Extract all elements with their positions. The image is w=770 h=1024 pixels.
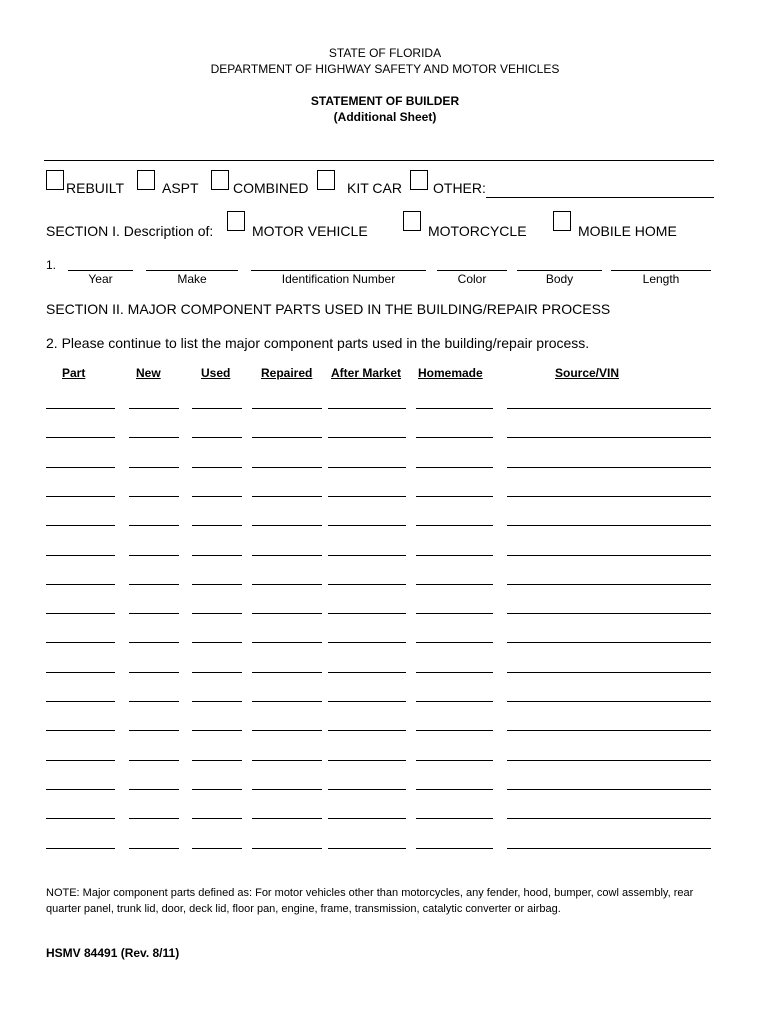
new-entry-line[interactable] — [129, 818, 179, 819]
used-entry-line[interactable] — [192, 613, 242, 614]
used-entry-line[interactable] — [192, 642, 242, 643]
homemade-entry-line[interactable] — [416, 496, 493, 497]
part-entry-line[interactable] — [46, 730, 115, 731]
used-entry-line[interactable] — [192, 760, 242, 761]
homemade-entry-line[interactable] — [416, 642, 493, 643]
year-input-line[interactable] — [68, 270, 133, 271]
used-entry-line[interactable] — [192, 467, 242, 468]
part-entry-line[interactable] — [46, 789, 115, 790]
new-entry-line[interactable] — [129, 701, 179, 702]
header-state: STATE OF FLORIDA — [328, 46, 442, 60]
field-label-year: Year — [88, 272, 113, 286]
column-header-source-vin: Source/VIN — [555, 366, 620, 380]
repaired-entry-line[interactable] — [252, 496, 322, 497]
after-market-entry-line[interactable] — [328, 613, 406, 614]
column-header-part: Part — [62, 366, 86, 380]
repaired-entry-line[interactable] — [252, 701, 322, 702]
repaired-entry-line[interactable] — [252, 672, 322, 673]
body-input-line[interactable] — [517, 270, 602, 271]
homemade-entry-line[interactable] — [416, 613, 493, 614]
new-entry-line[interactable] — [129, 408, 179, 409]
homemade-entry-line[interactable] — [416, 789, 493, 790]
after-market-entry-line[interactable] — [328, 408, 406, 409]
used-entry-line[interactable] — [192, 555, 242, 556]
section2-instruction: 2. Please continue to list the major component parts used in the building/repair process. — [46, 335, 590, 351]
repaired-entry-line[interactable] — [252, 642, 322, 643]
part-entry-line[interactable] — [46, 818, 115, 819]
column-header-homemade: Homemade — [418, 366, 483, 380]
checkbox-kit-car[interactable] — [317, 170, 335, 190]
after-market-entry-line[interactable] — [328, 496, 406, 497]
vin-input-line[interactable] — [251, 270, 426, 271]
new-entry-line[interactable] — [129, 467, 179, 468]
source-vin-entry-line[interactable] — [507, 818, 711, 819]
new-entry-line[interactable] — [129, 789, 179, 790]
note-text: NOTE: Major component parts defined as: For motor vehicles other than motorcycles, any fender, hood, bumper, cowl assembly, rear quarter panel, trunk lid, door, deck lid, floor pan, engine, frame, transmission, catalytic converter or airbag. — [46, 887, 694, 915]
section2-label: SECTION II. MAJOR COMPONENT PARTS USED IN THE BUILDING/REPAIR PROCESS — [46, 301, 611, 317]
after-market-entry-line[interactable] — [328, 760, 406, 761]
part-entry-line[interactable] — [46, 642, 115, 643]
source-vin-entry-line[interactable] — [507, 408, 711, 409]
source-vin-entry-line[interactable] — [507, 848, 711, 849]
label-other: OTHER: — [433, 180, 486, 196]
used-entry-line[interactable] — [192, 848, 242, 849]
label-kit-car: KIT CAR — [347, 180, 402, 196]
field-label-make: Make — [177, 272, 207, 286]
after-market-entry-line[interactable] — [328, 818, 406, 819]
page-title: STATEMENT OF BUILDER — [310, 94, 460, 108]
column-header-after-market: After Market — [331, 366, 402, 380]
homemade-entry-line[interactable] — [416, 848, 493, 849]
after-market-entry-line[interactable] — [328, 437, 406, 438]
new-entry-line[interactable] — [129, 672, 179, 673]
column-header-used: Used — [201, 366, 231, 380]
source-vin-entry-line[interactable] — [507, 730, 711, 731]
checkbox-aspt[interactable] — [137, 170, 155, 190]
source-vin-entry-line[interactable] — [507, 760, 711, 761]
section1-label: SECTION I. Description of: — [46, 223, 214, 239]
part-entry-line[interactable] — [46, 496, 115, 497]
homemade-entry-line[interactable] — [416, 730, 493, 731]
source-vin-entry-line[interactable] — [507, 613, 711, 614]
after-market-entry-line[interactable] — [328, 555, 406, 556]
repaired-entry-line[interactable] — [252, 848, 322, 849]
new-entry-line[interactable] — [129, 525, 179, 526]
used-entry-line[interactable] — [192, 672, 242, 673]
repaired-entry-line[interactable] — [252, 760, 322, 761]
field-label-length: Length — [642, 272, 680, 286]
field-label-body: Body — [545, 272, 574, 286]
homemade-entry-line[interactable] — [416, 437, 493, 438]
repaired-entry-line[interactable] — [252, 525, 322, 526]
item-number-1: 1. — [46, 258, 57, 272]
part-entry-line[interactable] — [46, 525, 115, 526]
label-rebuilt: REBUILT — [66, 180, 125, 196]
new-entry-line[interactable] — [129, 613, 179, 614]
part-entry-line[interactable] — [46, 555, 115, 556]
new-entry-line[interactable] — [129, 496, 179, 497]
used-entry-line[interactable] — [192, 730, 242, 731]
repaired-entry-line[interactable] — [252, 613, 322, 614]
used-entry-line[interactable] — [192, 701, 242, 702]
after-market-entry-line[interactable] — [328, 525, 406, 526]
new-entry-line[interactable] — [129, 555, 179, 556]
other-input-line[interactable] — [486, 197, 714, 198]
homemade-entry-line[interactable] — [416, 672, 493, 673]
repaired-entry-line[interactable] — [252, 818, 322, 819]
column-header-repaired: Repaired — [261, 366, 313, 380]
part-entry-line[interactable] — [46, 701, 115, 702]
make-input-line[interactable] — [146, 270, 238, 271]
part-entry-line[interactable] — [46, 848, 115, 849]
page-subtitle: (Additional Sheet) — [333, 110, 437, 124]
color-input-line[interactable] — [437, 270, 507, 271]
source-vin-entry-line[interactable] — [507, 642, 711, 643]
label-combined: COMBINED — [233, 180, 309, 196]
repaired-entry-line[interactable] — [252, 437, 322, 438]
header-department: DEPARTMENT OF HIGHWAY SAFETY AND MOTOR VEHICLES — [210, 62, 560, 76]
source-vin-entry-line[interactable] — [507, 672, 711, 673]
repaired-entry-line[interactable] — [252, 730, 322, 731]
after-market-entry-line[interactable] — [328, 730, 406, 731]
used-entry-line[interactable] — [192, 408, 242, 409]
checkbox-motorcycle[interactable] — [403, 211, 421, 231]
source-vin-entry-line[interactable] — [507, 525, 711, 526]
label-motorcycle: MOTORCYCLE — [428, 223, 527, 239]
source-vin-entry-line[interactable] — [507, 467, 711, 468]
repaired-entry-line[interactable] — [252, 584, 322, 585]
homemade-entry-line[interactable] — [416, 584, 493, 585]
part-entry-line[interactable] — [46, 437, 115, 438]
field-label-color: Color — [457, 272, 487, 286]
checkbox-combined[interactable] — [211, 170, 229, 190]
repaired-entry-line[interactable] — [252, 555, 322, 556]
part-entry-line[interactable] — [46, 760, 115, 761]
used-entry-line[interactable] — [192, 789, 242, 790]
part-entry-line[interactable] — [46, 672, 115, 673]
new-entry-line[interactable] — [129, 437, 179, 438]
new-entry-line[interactable] — [129, 642, 179, 643]
new-entry-line[interactable] — [129, 730, 179, 731]
part-entry-line[interactable] — [46, 408, 115, 409]
source-vin-entry-line[interactable] — [507, 437, 711, 438]
label-motor-vehicle: MOTOR VEHICLE — [252, 223, 368, 239]
after-market-entry-line[interactable] — [328, 467, 406, 468]
homemade-entry-line[interactable] — [416, 525, 493, 526]
homemade-entry-line[interactable] — [416, 760, 493, 761]
repaired-entry-line[interactable] — [252, 408, 322, 409]
label-mobile-home: MOBILE HOME — [578, 223, 677, 239]
after-market-entry-line[interactable] — [328, 701, 406, 702]
homemade-entry-line[interactable] — [416, 467, 493, 468]
used-entry-line[interactable] — [192, 496, 242, 497]
length-input-line[interactable] — [611, 270, 711, 271]
new-entry-line[interactable] — [129, 760, 179, 761]
checkbox-rebuilt[interactable] — [46, 170, 64, 190]
source-vin-entry-line[interactable] — [507, 555, 711, 556]
header-divider — [44, 160, 714, 161]
part-entry-line[interactable] — [46, 467, 115, 468]
after-market-entry-line[interactable] — [328, 848, 406, 849]
checkbox-other[interactable] — [410, 170, 428, 190]
part-entry-line[interactable] — [46, 584, 115, 585]
new-entry-line[interactable] — [129, 584, 179, 585]
field-label-identification-number: Identification Number — [281, 272, 396, 286]
used-entry-line[interactable] — [192, 525, 242, 526]
used-entry-line[interactable] — [192, 818, 242, 819]
source-vin-entry-line[interactable] — [507, 789, 711, 790]
after-market-entry-line[interactable] — [328, 642, 406, 643]
homemade-entry-line[interactable] — [416, 555, 493, 556]
repaired-entry-line[interactable] — [252, 789, 322, 790]
used-entry-line[interactable] — [192, 584, 242, 585]
after-market-entry-line[interactable] — [328, 584, 406, 585]
after-market-entry-line[interactable] — [328, 789, 406, 790]
checkbox-mobile-home[interactable] — [553, 211, 571, 231]
homemade-entry-line[interactable] — [416, 701, 493, 702]
source-vin-entry-line[interactable] — [507, 701, 711, 702]
after-market-entry-line[interactable] — [328, 672, 406, 673]
column-header-new: New — [136, 366, 161, 380]
homemade-entry-line[interactable] — [416, 408, 493, 409]
homemade-entry-line[interactable] — [416, 818, 493, 819]
source-vin-entry-line[interactable] — [507, 584, 711, 585]
part-entry-line[interactable] — [46, 613, 115, 614]
new-entry-line[interactable] — [129, 848, 179, 849]
used-entry-line[interactable] — [192, 437, 242, 438]
checkbox-motor-vehicle[interactable] — [227, 211, 245, 231]
label-aspt: ASPT — [162, 180, 199, 196]
form-id: HSMV 84491 (Rev. 8/11) — [46, 946, 180, 960]
source-vin-entry-line[interactable] — [507, 496, 711, 497]
repaired-entry-line[interactable] — [252, 467, 322, 468]
